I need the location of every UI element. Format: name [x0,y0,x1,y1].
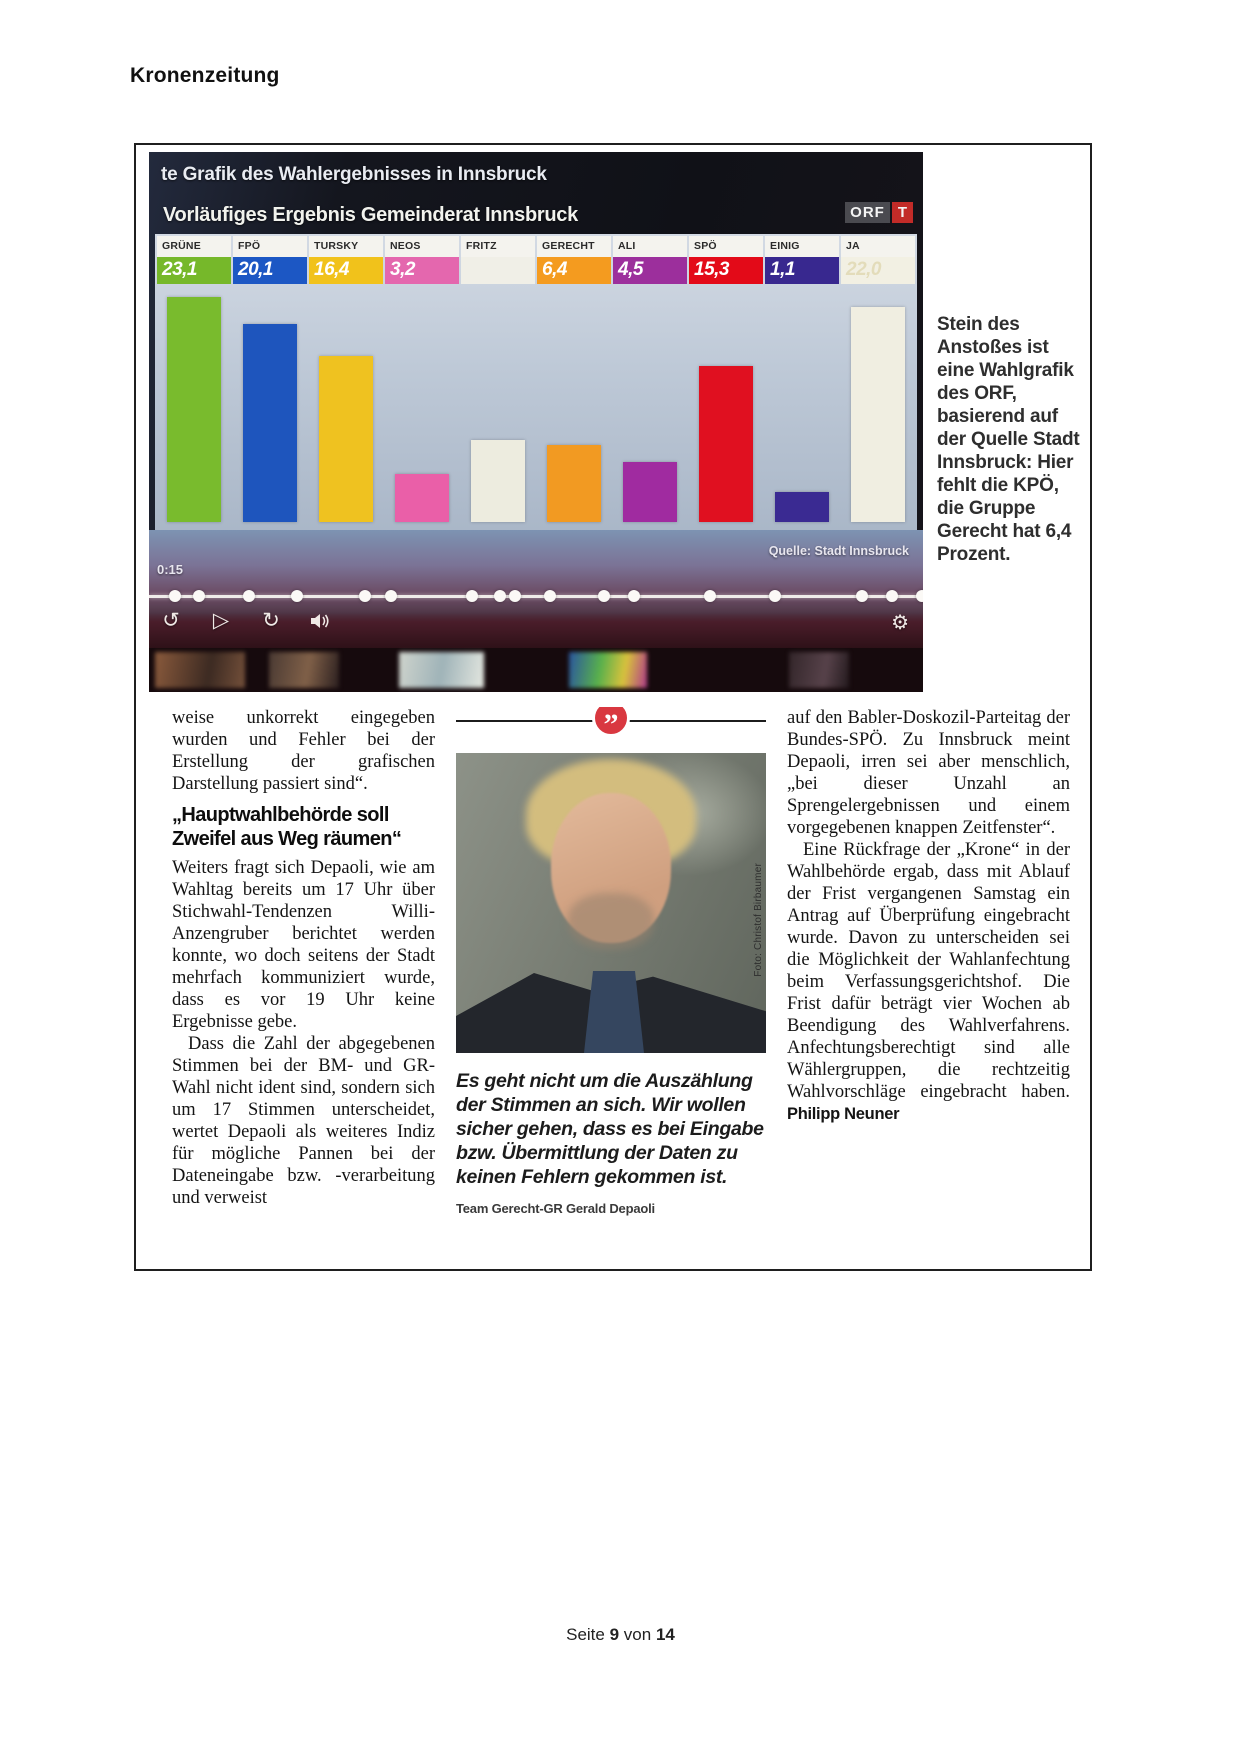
publication-name: Kronenzeitung [130,64,280,87]
party-label: NEOS [385,236,459,257]
party-label: JA [841,236,915,257]
quote-icon: ” [592,707,630,737]
party-value: 4,5 [613,257,687,284]
author-byline: Philipp Neuner [787,1105,900,1123]
photo-shirt [584,971,644,1053]
video-lower-third [149,530,923,648]
party-value: 16,4 [309,257,383,284]
paragraph: weise unkorrekt eingegeben wurden und Fehler bei der Erstellung der grafischen Darstellung passiert sind“. [172,708,435,794]
progress-chapter-dot[interactable] [628,590,640,602]
party-value [461,257,535,284]
volume-icon[interactable] [309,611,333,631]
footer-total-pages: 14 [655,1625,675,1644]
paragraph [787,839,1070,1125]
progress-chapter-dot[interactable] [243,590,255,602]
settings-gear-icon[interactable]: ⚙ [891,612,909,634]
election-chart [155,234,917,530]
footer-separator: von [623,1625,652,1644]
party-value: 20,1 [233,257,307,284]
bar-neos [395,474,448,522]
progress-chapter-dot[interactable] [193,590,205,602]
photo-credit: Foto: Christof Birbaumer [753,863,764,977]
progress-chapter-dot[interactable] [886,590,898,602]
progress-chapter-dot[interactable] [916,590,923,602]
tv-headline: te Grafik des Wahlergebnisses in Innsbruck [161,164,547,185]
article-column-middle [456,707,766,1259]
party-label: FRITZ [461,236,535,257]
bar-fritz [471,440,524,522]
progress-chapter-dot[interactable] [291,590,303,602]
progress-chapter-dot[interactable] [385,590,397,602]
thumbnail [155,652,245,688]
party-value: 23,1 [157,257,231,284]
progress-chapter-dot[interactable] [769,590,781,602]
party-label: TURSKY [309,236,383,257]
progress-chapter-dot[interactable] [359,590,371,602]
chart-column-neos [385,236,459,528]
sidebar-note: Stein des Anstoßes ist eine Wahlgrafik des ORF, basierend auf der Quelle Stadt Innsbruck: Hier fehlt die KPÖ, die Gruppe Gerecht hat 6,4 Prozent. [937,314,1080,565]
party-label: GERECHT [537,236,611,257]
bar-ali [623,462,676,522]
progress-track[interactable] [149,595,923,598]
orf-logo-text: ORF [845,202,890,223]
thumbnail [399,652,484,688]
quote-caption: Es geht nicht um die Auszählung der Stimmen an sich. Wir wollen sicher gehen, dass es bei Eingabe bzw. Übermittlung der Daten zu keinen Fehlern gekommen ist. [456,1070,764,1188]
footer-prefix: Seite [566,1625,605,1644]
party-label: FPÖ [233,236,307,257]
quote-divider [456,708,766,741]
video-progress-bar[interactable] [149,590,923,602]
progress-chapter-dot[interactable] [704,590,716,602]
chart-column-ja [841,236,915,528]
chart-column-ali [613,236,687,528]
progress-chapter-dot[interactable] [169,590,181,602]
chart-column-einig [765,236,839,528]
tv-screenshot [149,152,923,692]
rewind-10-icon[interactable]: ↺ [162,609,180,632]
progress-chapter-dot[interactable] [598,590,610,602]
bar-gerecht [547,445,600,522]
bar-spoe [699,366,752,522]
bar-einig [775,492,828,522]
party-label: SPÖ [689,236,763,257]
paragraph: auf den Babler-Doskozil-Parteitag der Bundes-SPÖ. Zu Innsbruck meint Depaoli, irren sei aber menschlich, „bei dieser Unzahl an Sprengelergebnissen und einem vorgegebenen knappen Zeitfenster“. [787,708,1070,838]
chart-column-fpoe [233,236,307,528]
video-timecode: 0:15 [157,562,184,577]
party-value: 15,3 [689,257,763,284]
forward-10-icon[interactable]: ↻ [262,609,280,632]
page-footer [0,1625,1241,1645]
thumbnail [789,652,849,688]
chart-column-gruene [157,236,231,528]
bar-ja [851,307,904,522]
play-icon[interactable]: ▷ [212,609,230,632]
party-value: 22,0 [841,257,915,284]
video-thumbnail-strip [149,648,923,692]
progress-chapter-dot[interactable] [466,590,478,602]
tv-chart-title: Vorläufiges Ergebnis Gemeinderat Innsbruck [163,204,578,226]
party-value: 3,2 [385,257,459,284]
article-column-left [172,707,435,1259]
progress-chapter-dot[interactable] [544,590,556,602]
thumbnail [569,652,647,688]
orf-logo [845,202,913,223]
party-label: EINIG [765,236,839,257]
paragraph-text: Eine Rückfrage der „Krone“ in der Wahlbehörde ergab, dass mit Ablauf der Frist vergangenen Samstag ein Antrag auf Überprüfung eingebracht wurde. Davon zu unterscheiden sei die Möglichkeit der Wahlanfechtung beim Verfassungsgerichtshof. Die Frist dafür beträgt vier Wochen ab Beendigung des Wahlverfahrens. Anfechtungsberechtigt sind alle Wählergruppen, die rechtzeitig Wahlvorschläge eingebracht haben. [787,840,1070,1102]
quote-attribution: Team Gerecht-GR Gerald Depaoli [456,1201,655,1216]
chart-source: Quelle: Stadt Innsbruck [768,544,909,558]
chart-column-tursky [309,236,383,528]
paragraph: Weiters fragt sich Depaoli, wie am Wahltag bereits um 17 Uhr über Stichwahl-Tendenzen Willi-Anzengruber berichtet werden konnte, wo doch seitens der Stadt mehrfach kommuniziert wurde, dass es vor 19 Uhr keine Ergebnisse gebe. [172,858,435,1032]
progress-chapter-dot[interactable] [494,590,506,602]
article-columns [172,707,1070,1259]
orf-logo-badge: T [892,202,913,223]
progress-chapter-dot[interactable] [509,590,521,602]
article-clipping [134,143,1092,1271]
thumbnail [269,652,339,688]
party-label: GRÜNE [157,236,231,257]
party-label: ALI [613,236,687,257]
chart-column-spoe [689,236,763,528]
portrait-photo [456,753,766,1053]
party-value: 6,4 [537,257,611,284]
party-value: 1,1 [765,257,839,284]
bar-tursky [319,356,372,522]
photo-stubble [568,893,654,949]
chart-column-fritz [461,236,535,528]
player-controls [159,610,333,632]
footer-page-number: 9 [609,1625,620,1644]
article-subheading: „Hauptwahlbehörde soll Zweifel aus Weg räumen“ [172,804,402,850]
progress-chapter-dot[interactable] [856,590,868,602]
bar-gruene [167,297,220,522]
paragraph: Dass die Zahl der abgegebenen Stimmen bei der BM- und GR-Wahl nicht ident sind, sondern sich um 17 Stimmen unterscheidet, wertet Depaoli als weiteres Indiz für mögliche Pannen bei der Dateneingabe bzw. -verarbeitung und verweist [172,1034,435,1208]
article-column-right [787,707,1070,1259]
chart-column-gerecht [537,236,611,528]
bar-fpoe [243,324,296,522]
